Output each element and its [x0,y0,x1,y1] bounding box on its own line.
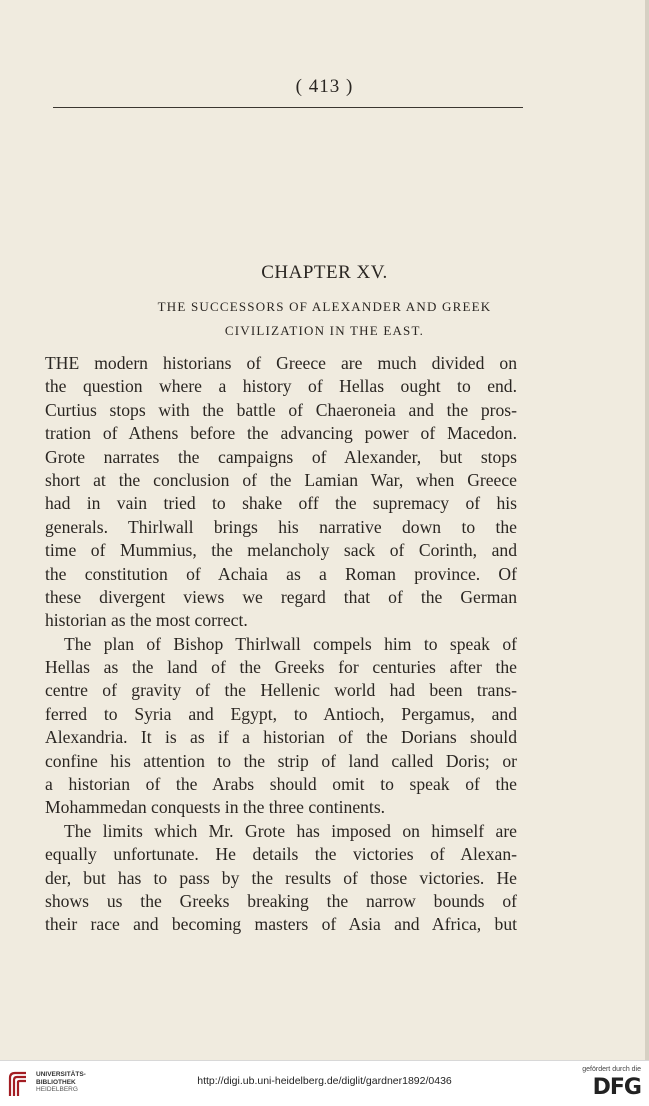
dfg-logo: DFG [592,1075,641,1100]
text-line: Mohammedan conquests in the three continents. [45,797,386,818]
text-line: these divergent views we regard that of the German [45,586,517,607]
text-line: time of Mummius, the melancholy sack of Corinth, and [45,540,517,561]
library-name-line: BIBLIOTHEK [36,1078,76,1086]
body-text [45,352,517,937]
text-line: short at the conclusion of the Lamian War, when Greece [45,469,517,490]
text-line: generals. Thirlwall brings his narrative down to the [45,516,517,537]
text-line: Grote narrates the campaigns of Alexander, but stops [45,446,517,467]
text-line: the question where a history of Hellas ought to end. [45,376,517,397]
page-number: ( 413 ) [295,76,354,97]
chapter-title: CHAPTER XV. [261,262,388,283]
text-line: historian as the most correct. [45,610,248,631]
library-name-line: UNIVERSITÄTS- [36,1071,86,1078]
text-line: The plan of Bishop Thirlwall compels him to speak of [64,633,517,654]
text-line: confine his attention to the strip of land called Doris; or [45,750,517,771]
paragraph-1 [45,352,517,633]
text-line: equally unfortunate. He details the victories of Alexan- [45,844,517,865]
text-line: The limits which Mr. Grote has imposed on himself are [64,820,517,841]
header-rule [53,107,523,108]
text-line: ferred to Syria and Egypt, to Antioch, Pergamus, and [45,703,517,724]
paragraph-3 [45,820,517,937]
text-line: Curtius stops with the battle of Chaeroneia and the pros- [45,399,517,420]
text-line: Hellas as the land of the Greeks for centuries after the [45,657,517,678]
funding-caption: gefördert durch die [582,1066,641,1073]
text-line: a historian of the Arabs should omit to speak of the [45,774,517,795]
text-line: Alexandria. It is as if a historian of the Dorians should [45,727,517,748]
text-line: shows us the Greeks breaking the narrow bounds of [45,890,517,911]
text-line: the constitution of Achaia as a Roman province. Of [45,563,517,584]
viewer-footer [0,1060,649,1106]
text-line: THE modern historians of Greece are much divided on [45,353,517,373]
text-line: their race and becoming masters of Asia and Africa, but [45,914,517,935]
text-line: tration of Athens before the advancing power of Macedon. [45,423,517,444]
text-line: had in vain tried to shake off the supremacy of his [45,493,517,514]
paragraph-2 [45,633,517,820]
text-line: der, but has to pass by the results of those victories. He [45,867,517,888]
text-line: centre of gravity of the Hellenic world had been trans- [45,680,517,701]
library-name-line: HEIDELBERG [36,1086,78,1093]
chapter-subtitle-line-1: THE SUCCESSORS OF ALEXANDER AND GREEK [157,299,492,314]
permalink-url[interactable]: http://digi.ub.uni-heidelberg.de/diglit/gardner1892/0436 [197,1075,452,1087]
chapter-subtitle-line-2: CIVILIZATION IN THE EAST. [224,323,425,338]
